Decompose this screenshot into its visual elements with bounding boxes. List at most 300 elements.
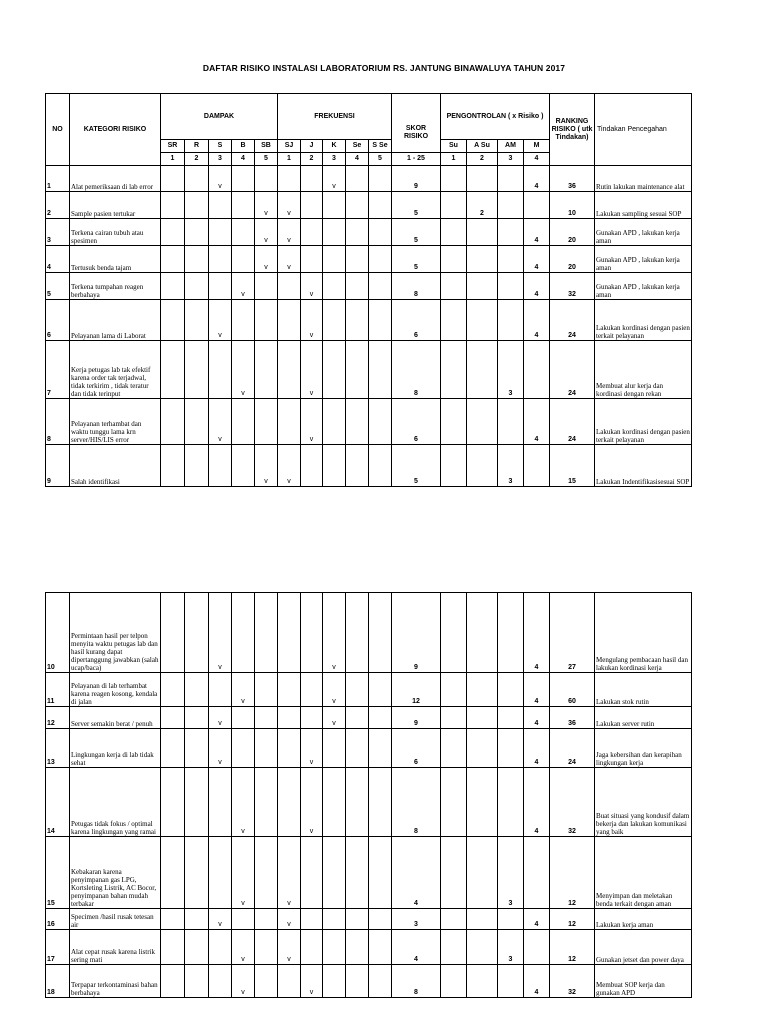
dampak-cell: [161, 399, 185, 445]
peng-cell: [441, 768, 467, 837]
frek-code: J: [301, 140, 323, 153]
frek-num: 2: [301, 153, 323, 166]
dampak-num: 1: [161, 153, 185, 166]
frek-check-mark: v: [278, 837, 301, 909]
dampak-cell: [209, 192, 232, 219]
frek-cell: [346, 166, 369, 192]
frek-check-mark: v: [323, 707, 346, 729]
table-row: [46, 219, 692, 246]
row-ranking: 60: [550, 673, 595, 707]
peng-cell: [467, 341, 498, 399]
peng-cell: [441, 192, 467, 219]
row-ranking: 20: [550, 219, 595, 246]
row-kategori: Tertusuk benda tajam: [70, 246, 161, 273]
peng-cell: [467, 219, 498, 246]
dampak-cell: [232, 300, 255, 341]
dampak-cell: [161, 300, 185, 341]
peng-cell: [467, 729, 498, 768]
frek-cell: [323, 300, 346, 341]
dampak-cell: [255, 837, 278, 909]
row-tindakan: Gunakan jetset dan power daya: [595, 930, 692, 965]
dampak-cell: [255, 166, 278, 192]
frek-cell: [369, 399, 392, 445]
row-kategori: Terpapar terkontaminasi bahan berbahaya: [70, 965, 161, 998]
frek-cell: [301, 707, 323, 729]
peng-cell: [467, 273, 498, 300]
row-kategori: Pelayanan terhambat dan waktu tunggu lama krn server/HIS/LIS error: [70, 399, 161, 445]
row-ranking: 12: [550, 837, 595, 909]
peng-cell: [524, 445, 550, 487]
row-no: 15: [46, 837, 70, 909]
peng-value: 3: [498, 341, 524, 399]
dampak-cell: [161, 837, 185, 909]
header-no: NO: [46, 94, 70, 166]
peng-cell: [441, 341, 467, 399]
dampak-check-mark: v: [255, 246, 278, 273]
frek-cell: [323, 837, 346, 909]
peng-value: 4: [524, 300, 550, 341]
row-tindakan: Gunakan APD , lakukan kerja aman: [595, 273, 692, 300]
frek-cell: [323, 246, 346, 273]
frek-cell: [346, 930, 369, 965]
row-skor: 5: [392, 192, 441, 219]
frek-cell: [346, 246, 369, 273]
frek-cell: [278, 273, 301, 300]
peng-cell: [524, 837, 550, 909]
risk-table-bottom: [45, 592, 692, 998]
frek-check-mark: v: [301, 341, 323, 399]
row-tindakan: Lakukan kordinasi dengan pasien terkait pelayanan: [595, 399, 692, 445]
frek-cell: [346, 673, 369, 707]
peng-cell: [441, 837, 467, 909]
peng-cell: [467, 707, 498, 729]
dampak-check-mark: v: [232, 341, 255, 399]
peng-cell: [467, 300, 498, 341]
dampak-cell: [161, 909, 185, 930]
dampak-cell: [161, 192, 185, 219]
dampak-code: SR: [161, 140, 185, 153]
table-row: [46, 341, 692, 399]
dampak-cell: [185, 300, 209, 341]
dampak-cell: [255, 965, 278, 998]
peng-cell: [441, 445, 467, 487]
peng-cell: [524, 930, 550, 965]
row-kategori: Specimen /hasil rusak tetesan air: [70, 909, 161, 930]
dampak-check-mark: v: [209, 399, 232, 445]
frek-cell: [346, 707, 369, 729]
row-no: 13: [46, 729, 70, 768]
table-row: [46, 445, 692, 487]
row-tindakan: Lakukan Indentifikasisesuai SOP: [595, 445, 692, 487]
table-row: [46, 965, 692, 998]
dampak-cell: [185, 273, 209, 300]
frek-check-mark: v: [323, 166, 346, 192]
frek-cell: [278, 768, 301, 837]
frek-cell: [301, 673, 323, 707]
row-ranking: 36: [550, 166, 595, 192]
frek-cell: [278, 341, 301, 399]
table-row: [46, 930, 692, 965]
frek-cell: [346, 300, 369, 341]
header-ranking: RANKING RISIKO ( utk Tindakan): [550, 94, 595, 166]
row-ranking: 32: [550, 965, 595, 998]
row-skor: 8: [392, 768, 441, 837]
dampak-cell: [255, 707, 278, 729]
row-no: 7: [46, 341, 70, 399]
dampak-cell: [232, 909, 255, 930]
row-ranking: 15: [550, 445, 595, 487]
frek-cell: [346, 192, 369, 219]
dampak-cell: [185, 246, 209, 273]
row-kategori: Kebakaran karena penyimpanan gas LPG, Kortsleting Listrik, AC Bocor, penyimpanan bahan mudah terbakar: [70, 837, 161, 909]
dampak-cell: [161, 219, 185, 246]
frek-cell: [301, 166, 323, 192]
row-skor: 8: [392, 273, 441, 300]
frek-num: 1: [278, 153, 301, 166]
peng-cell: [441, 219, 467, 246]
dampak-cell: [185, 768, 209, 837]
dampak-cell: [185, 837, 209, 909]
frek-check-mark: v: [278, 909, 301, 930]
dampak-check-mark: v: [255, 192, 278, 219]
dampak-check-mark: v: [209, 729, 232, 768]
peng-cell: [498, 399, 524, 445]
dampak-cell: [185, 930, 209, 965]
dampak-code: SB: [255, 140, 278, 153]
frek-cell: [369, 673, 392, 707]
dampak-check-mark: v: [255, 445, 278, 487]
row-ranking: 24: [550, 399, 595, 445]
frek-cell: [369, 768, 392, 837]
row-no: 16: [46, 909, 70, 930]
table-row: [46, 729, 692, 768]
row-tindakan: Mengulang pembacaan hasil dan lakukan kordinasi kerja: [595, 593, 692, 673]
row-tindakan: Membuat alur kerja dan kordinasi dengan rekan: [595, 341, 692, 399]
row-ranking: 10: [550, 192, 595, 219]
dampak-cell: [255, 341, 278, 399]
frek-cell: [323, 273, 346, 300]
peng-cell: [467, 399, 498, 445]
dampak-cell: [255, 909, 278, 930]
dampak-code: B: [232, 140, 255, 153]
frek-cell: [369, 219, 392, 246]
dampak-check-mark: v: [232, 673, 255, 707]
frek-cell: [369, 837, 392, 909]
row-tindakan: Buat situasi yang kondusif dalam bekerja dan lakukan komunikasi yang baik: [595, 768, 692, 837]
row-ranking: 24: [550, 341, 595, 399]
table-row: [46, 246, 692, 273]
peng-cell: [498, 768, 524, 837]
row-no: 11: [46, 673, 70, 707]
frek-check-mark: v: [323, 673, 346, 707]
peng-code: A Su: [467, 140, 498, 153]
row-skor: 9: [392, 593, 441, 673]
dampak-cell: [161, 965, 185, 998]
dampak-cell: [232, 219, 255, 246]
table-row: [46, 399, 692, 445]
dampak-num: 5: [255, 153, 278, 166]
row-tindakan: Menyimpan dan meletakan benda terkait dengan aman: [595, 837, 692, 909]
frek-check-mark: v: [278, 445, 301, 487]
row-ranking: 24: [550, 729, 595, 768]
frek-cell: [278, 593, 301, 673]
frek-cell: [369, 707, 392, 729]
dampak-cell: [232, 707, 255, 729]
row-kategori: Pelayanan lama di Laborat: [70, 300, 161, 341]
dampak-num: 2: [185, 153, 209, 166]
table-row: [46, 192, 692, 219]
peng-value: 4: [524, 166, 550, 192]
row-skor: 5: [392, 246, 441, 273]
frek-cell: [346, 593, 369, 673]
dampak-cell: [161, 445, 185, 487]
dampak-num: 4: [232, 153, 255, 166]
dampak-cell: [209, 768, 232, 837]
dampak-cell: [209, 219, 232, 246]
peng-value: 4: [524, 273, 550, 300]
dampak-cell: [161, 930, 185, 965]
row-ranking: 32: [550, 273, 595, 300]
peng-cell: [467, 930, 498, 965]
row-no: 12: [46, 707, 70, 729]
dampak-check-mark: v: [209, 166, 232, 192]
peng-cell: [441, 300, 467, 341]
peng-cell: [498, 965, 524, 998]
dampak-cell: [255, 273, 278, 300]
row-kategori: Lingkungan kerja di lab tidak sehat: [70, 729, 161, 768]
frek-cell: [323, 219, 346, 246]
row-kategori: Sample pasien tertukar: [70, 192, 161, 219]
dampak-cell: [185, 192, 209, 219]
peng-cell: [524, 192, 550, 219]
dampak-cell: [161, 166, 185, 192]
row-skor: 6: [392, 399, 441, 445]
peng-cell: [441, 399, 467, 445]
header-skor: SKOR RISIKO: [392, 94, 441, 153]
peng-cell: [441, 273, 467, 300]
frek-cell: [369, 300, 392, 341]
row-no: 18: [46, 965, 70, 998]
row-kategori: Terkena cairan tubuh atau spesimen: [70, 219, 161, 246]
table-row: [46, 768, 692, 837]
frek-code: SJ: [278, 140, 301, 153]
row-skor: 6: [392, 300, 441, 341]
peng-cell: [498, 273, 524, 300]
dampak-cell: [209, 273, 232, 300]
frek-cell: [346, 729, 369, 768]
skor-range: 1 - 25: [392, 153, 441, 166]
dampak-check-mark: v: [232, 837, 255, 909]
row-ranking: 27: [550, 593, 595, 673]
frek-cell: [323, 965, 346, 998]
frek-cell: [278, 399, 301, 445]
peng-cell: [467, 246, 498, 273]
dampak-cell: [161, 593, 185, 673]
frek-cell: [301, 593, 323, 673]
peng-cell: [467, 445, 498, 487]
peng-cell: [524, 341, 550, 399]
peng-cell: [441, 965, 467, 998]
row-no: 8: [46, 399, 70, 445]
frek-cell: [301, 246, 323, 273]
peng-value: 3: [498, 445, 524, 487]
frek-cell: [369, 192, 392, 219]
row-skor: 3: [392, 909, 441, 930]
dampak-cell: [185, 445, 209, 487]
peng-cell: [441, 729, 467, 768]
frek-cell: [323, 930, 346, 965]
peng-num: 4: [524, 153, 550, 166]
row-tindakan: Lakukan server rutin: [595, 707, 692, 729]
dampak-cell: [185, 219, 209, 246]
peng-cell: [498, 192, 524, 219]
frek-cell: [323, 445, 346, 487]
dampak-cell: [255, 673, 278, 707]
frek-cell: [278, 965, 301, 998]
row-skor: 9: [392, 166, 441, 192]
dampak-cell: [209, 246, 232, 273]
row-ranking: 36: [550, 707, 595, 729]
dampak-cell: [161, 729, 185, 768]
peng-num: 3: [498, 153, 524, 166]
peng-cell: [441, 909, 467, 930]
row-kategori: Permintaan hasil per telpon menyita waktu petugas lab dan hasil kurang dapat dipertanggung jawabkan (salah ucap/baca): [70, 593, 161, 673]
frek-check-mark: v: [301, 273, 323, 300]
dampak-cell: [161, 273, 185, 300]
row-no: 4: [46, 246, 70, 273]
row-kategori: Server semakin berat / penuh: [70, 707, 161, 729]
frek-cell: [369, 445, 392, 487]
frek-cell: [323, 399, 346, 445]
frek-cell: [323, 909, 346, 930]
frek-cell: [369, 729, 392, 768]
frek-cell: [346, 219, 369, 246]
dampak-cell: [255, 300, 278, 341]
frek-check-mark: v: [278, 246, 301, 273]
dampak-cell: [185, 399, 209, 445]
header-tindakan: Tindakan Pencegahan: [595, 94, 692, 166]
row-kategori: Terkena tumpahan reagen berbahaya: [70, 273, 161, 300]
row-no: 1: [46, 166, 70, 192]
peng-value: 4: [524, 219, 550, 246]
row-ranking: 32: [550, 768, 595, 837]
peng-value: 4: [524, 965, 550, 998]
row-skor: 8: [392, 341, 441, 399]
frek-cell: [346, 341, 369, 399]
dampak-cell: [232, 729, 255, 768]
dampak-cell: [185, 166, 209, 192]
row-kategori: Petugas tidak fokus / optimal karena lingkungan yang ramai: [70, 768, 161, 837]
peng-cell: [441, 707, 467, 729]
peng-cell: [498, 707, 524, 729]
peng-cell: [467, 965, 498, 998]
frek-num: 4: [346, 153, 369, 166]
dampak-cell: [232, 399, 255, 445]
row-no: 5: [46, 273, 70, 300]
frek-num: 3: [323, 153, 346, 166]
row-tindakan: Lakukan kordinasi dengan pasien terkait pelayanan: [595, 300, 692, 341]
peng-value: 4: [524, 909, 550, 930]
frek-check-mark: v: [301, 399, 323, 445]
peng-value: 3: [498, 837, 524, 909]
table-row: [46, 593, 692, 673]
dampak-check-mark: v: [209, 300, 232, 341]
dampak-check-mark: v: [232, 930, 255, 965]
row-kategori: Salah identifikasi: [70, 445, 161, 487]
row-skor: 8: [392, 965, 441, 998]
peng-value: 4: [524, 768, 550, 837]
peng-cell: [467, 837, 498, 909]
row-skor: 5: [392, 445, 441, 487]
dampak-cell: [232, 445, 255, 487]
frek-check-mark: v: [301, 965, 323, 998]
row-no: 2: [46, 192, 70, 219]
frek-cell: [323, 192, 346, 219]
row-no: 14: [46, 768, 70, 837]
peng-value: 4: [524, 673, 550, 707]
dampak-cell: [161, 707, 185, 729]
row-no: 17: [46, 930, 70, 965]
frek-cell: [369, 909, 392, 930]
document-title: DAFTAR RISIKO INSTALASI LABORATORIUM RS. JANTUNG BINAWALUYA TAHUN 2017: [202, 63, 566, 73]
dampak-code: S: [209, 140, 232, 153]
table-row: [46, 909, 692, 930]
frek-cell: [323, 341, 346, 399]
frek-check-mark: v: [278, 219, 301, 246]
frek-cell: [346, 965, 369, 998]
peng-num: 2: [467, 153, 498, 166]
row-kategori: Pelayanan di lab terhambat karena reagen kosong, kendala di jalan: [70, 673, 161, 707]
header-kategori: KATEGORI RISIKO: [70, 94, 161, 166]
header-pengontrolan: PENGONTROLAN ( x Risiko ): [441, 94, 550, 140]
row-kategori: Kerja petugas lab tak efektif karena order tak terjadwal, tidak terkirim , tidak teratur dan tidak terinput: [70, 341, 161, 399]
dampak-cell: [232, 593, 255, 673]
peng-code: Su: [441, 140, 467, 153]
dampak-cell: [209, 930, 232, 965]
row-tindakan: Lakukan sampling sesuai SOP: [595, 192, 692, 219]
table-row: [46, 837, 692, 909]
peng-cell: [498, 593, 524, 673]
peng-value: 4: [524, 729, 550, 768]
dampak-cell: [209, 837, 232, 909]
frek-cell: [301, 930, 323, 965]
dampak-cell: [255, 930, 278, 965]
peng-cell: [467, 909, 498, 930]
dampak-cell: [209, 965, 232, 998]
frek-num: 5: [369, 153, 392, 166]
dampak-cell: [185, 707, 209, 729]
header-row-main: [46, 94, 692, 140]
dampak-cell: [185, 341, 209, 399]
dampak-check-mark: v: [255, 219, 278, 246]
row-no: 6: [46, 300, 70, 341]
table-row: [46, 673, 692, 707]
dampak-cell: [161, 341, 185, 399]
dampak-cell: [161, 246, 185, 273]
table-row: [46, 707, 692, 729]
frek-cell: [301, 445, 323, 487]
row-skor: 4: [392, 930, 441, 965]
peng-cell: [467, 166, 498, 192]
peng-cell: [441, 930, 467, 965]
dampak-cell: [232, 192, 255, 219]
row-tindakan: Jaga kebersihan dan kerapihan lingkungan kerja: [595, 729, 692, 768]
dampak-cell: [255, 768, 278, 837]
dampak-cell: [185, 593, 209, 673]
frek-check-mark: v: [278, 930, 301, 965]
peng-num: 1: [441, 153, 467, 166]
header-frekuensi: FREKUENSI: [278, 94, 392, 140]
